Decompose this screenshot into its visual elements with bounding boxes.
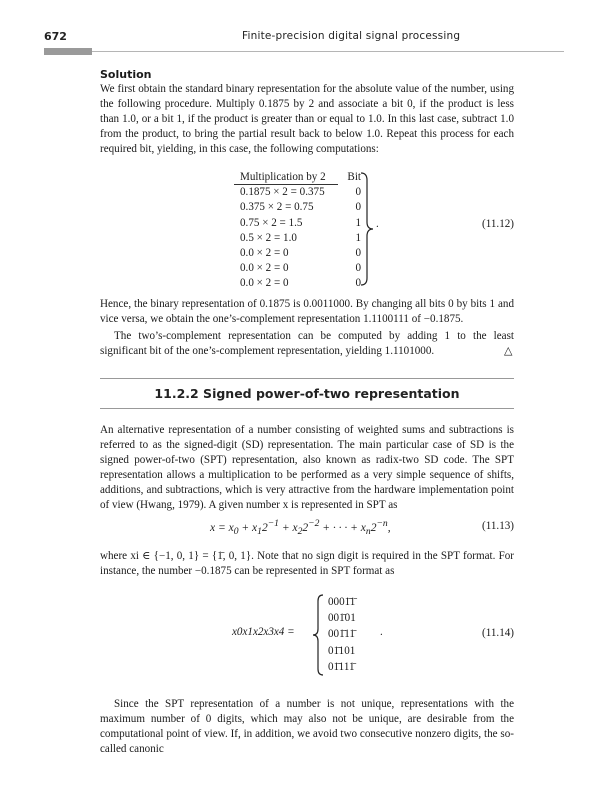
table-cell-bit: 0 (355, 262, 361, 275)
table-cell-mult: 0.0 × 2 = 0 (240, 277, 289, 290)
table-cell-mult: 0.1875 × 2 = 0.375 (240, 186, 325, 199)
section-rule-bottom (100, 408, 514, 409)
running-header (44, 30, 564, 44)
solution-paragraph-2: Hence, the binary representation of 0.1875 is 0.0011000. By changing all bits 0 by bits 1 and vice versa, we obtain the one’s-complement representation 1.1100111 of −0.1875. (100, 298, 514, 326)
table-trailing-period: . (376, 218, 379, 230)
table-cell-mult: 0.5 × 2 = 1.0 (240, 231, 297, 244)
table-cell-bit: 0 (355, 277, 361, 290)
table-cell-mult: 0.0 × 2 = 0 (240, 262, 289, 275)
spt-value: 001̄11̄ (328, 628, 355, 641)
section-paragraph-2: where xi ∈ {−1, 0, 1} = {1̄, 0, 1}. Note that no sign digit is required in the SPT format. For instance, the number −0.1875 can be represented in SPT format as (100, 550, 514, 578)
section-rule-top (100, 378, 514, 379)
equation-14-period: . (380, 626, 383, 638)
table-cell-mult: 0.75 × 2 = 1.5 (240, 216, 303, 229)
section-paragraph-3 (100, 697, 514, 757)
spt-value: 01̄111̄ (328, 660, 355, 673)
solution-paragraph-3 (100, 329, 514, 359)
section-heading: 11.2.2 Signed power-of-two representation (154, 386, 460, 401)
table-cell-mult: 0.375 × 2 = 0.75 (240, 201, 314, 214)
equation-11-13: $x = x_0 + x_12^{-1} + x_22^{-2}$ + · · · + $x_n2^{-n}$, (210, 518, 391, 538)
end-of-example-triangle-icon: △ (504, 345, 513, 357)
right-brace-icon (360, 172, 374, 286)
table-cell-bit: 0 (355, 246, 361, 259)
spt-value: 0001̄1̄ (328, 596, 356, 608)
spt-value: 01̄101 (328, 644, 356, 657)
table-cell-bit: 1 (355, 216, 361, 229)
table-header-bit: Bit (347, 171, 361, 183)
table-cell-bit: 1 (355, 231, 361, 244)
table-header-mult: Multiplication by 2 (240, 171, 326, 183)
equation-number-11-14: (11.14) (482, 627, 514, 639)
header-bar-decoration (44, 48, 92, 55)
section-paragraph-1: An alternative representation of a number consisting of weighted sums and subtractions is referred to as the signed-digit (SD) representation. The main particular case of SD is the signed power-of-two (SPT) representation, also known as radix-two SD code. The SPT representation allows a multiplication to be performed as a very simple sequence of shifts, additions, and subtractions, which is very attractive from the hardware implementation point of view (Hwang, 1979). A given number x is represented in SPT as (100, 424, 514, 512)
table-cell-bit: 0 (355, 201, 361, 214)
table-cell-mult: 0.0 × 2 = 0 (240, 246, 289, 259)
table-cell-bit: 0 (355, 186, 361, 199)
equation-14-values (328, 594, 356, 675)
running-title: Finite-precision digital signal processing (242, 30, 461, 42)
left-brace-icon (312, 594, 324, 676)
spt-value: 001̄01 (328, 612, 356, 625)
solution-heading: Solution (100, 68, 152, 81)
equation-number-11-13: (11.13) (482, 520, 514, 532)
equation-14-lhs: x0x1x2x3x4 = (232, 626, 295, 638)
header-rule (92, 51, 564, 52)
solution-paragraph-3-text: The two’s-complement representation can be computed by adding 1 to the least significant bit of the one’s-complement representation, yielding 1.1101000. (100, 330, 514, 358)
equation-number-11-12: (11.12) (482, 218, 514, 230)
page-number: 672 (44, 30, 67, 43)
section-paragraph-3-text: Since the SPT representation of a number is not unique, representations with the maximum number of 0 digits, which may also not be unique, are desirable from the computational point of view. If, in addition, we avoid two consecutive nonzero digits, the so-called canonic (100, 698, 514, 756)
solution-paragraph-1: We first obtain the standard binary representation for the absolute value of the number, using the following procedure. Multiply 0.1875 by 2 and associate a bit 0, if the product is less than 1.0, or a bit 1, if the product is greater than or equal to 1.0. In this last case, subtract 1.0 from the product, to bring the partial result back to below 1.0. Repeat this process for each required bit, yielding, in this case, the following computations: (100, 83, 514, 156)
